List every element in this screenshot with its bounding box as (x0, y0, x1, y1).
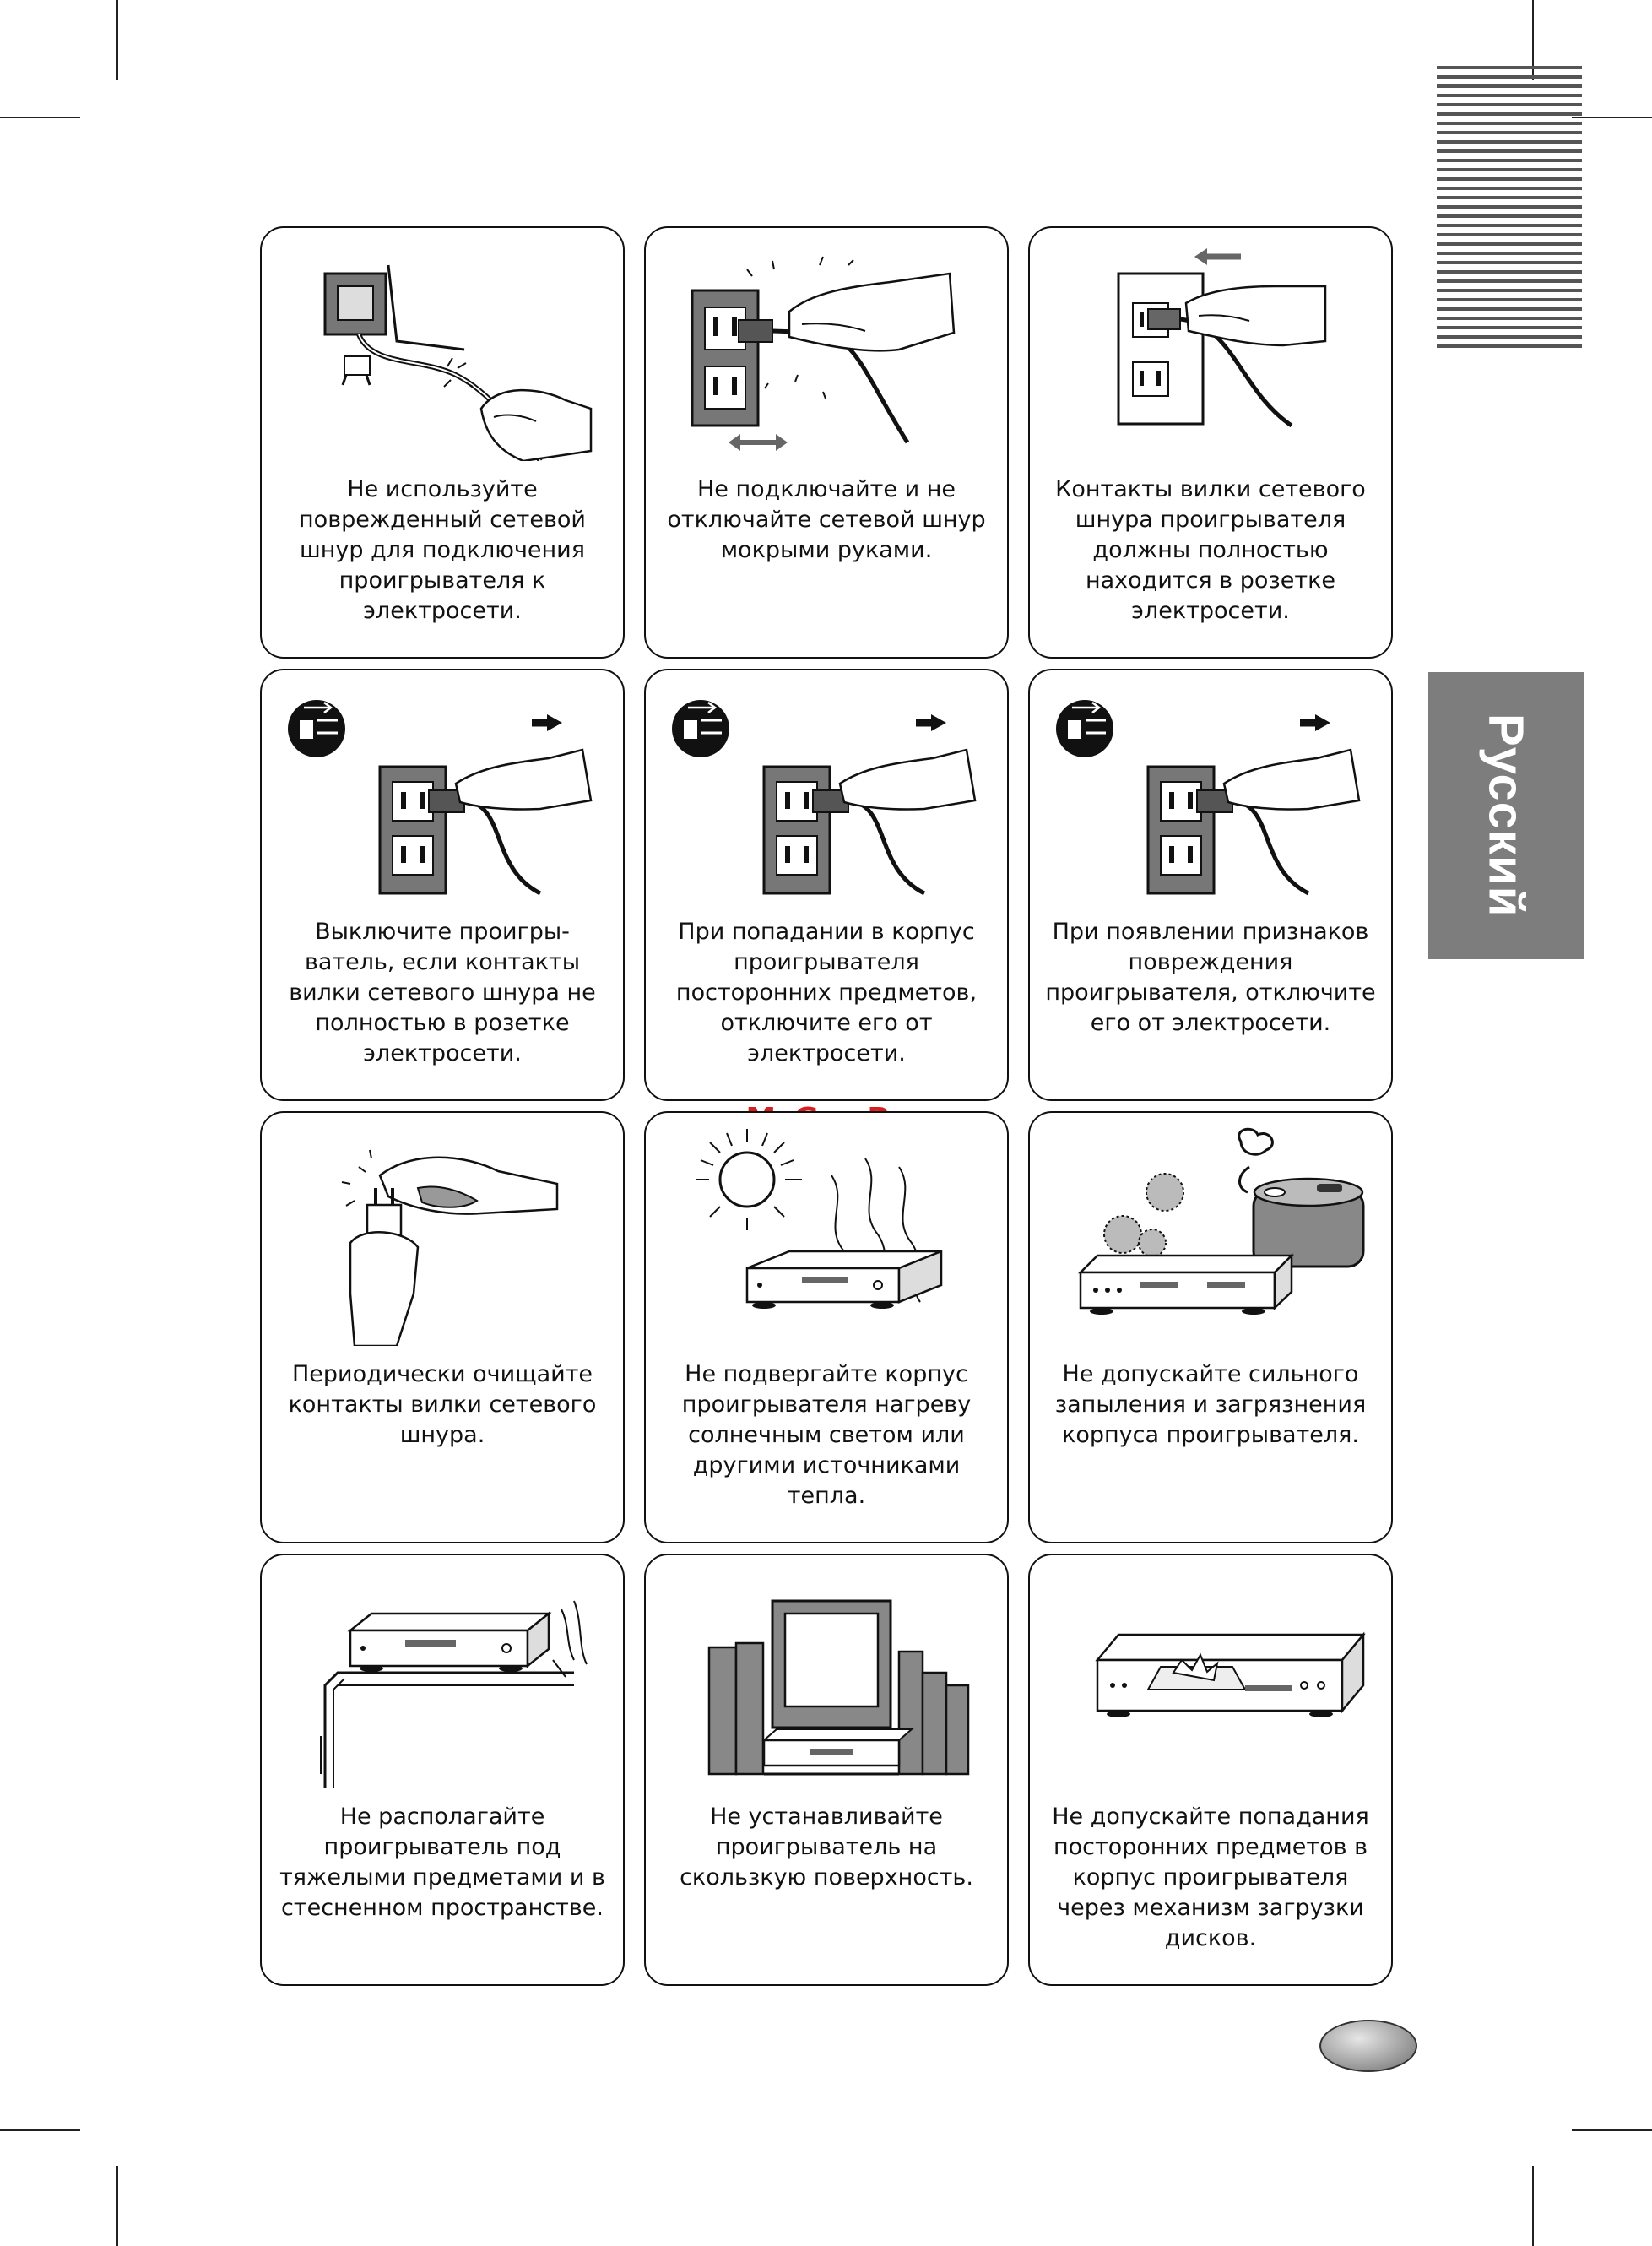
stripe-line (1437, 140, 1582, 144)
stripe-line (1437, 131, 1582, 134)
safety-card (260, 1111, 625, 1543)
cramped-space-illustration (270, 1567, 615, 1788)
safety-card (1028, 669, 1393, 1101)
stripe-line (1437, 196, 1582, 199)
card-caption: Не устанавливайте проигрыватель на скользкую поверхность. (680, 1804, 973, 1891)
card-caption: Не подвергайте корпус проигрывателя нагреву солнечным светом или другими источниками тепла. (681, 1361, 972, 1509)
safety-card (1028, 226, 1393, 659)
safety-card (644, 1554, 1009, 1986)
stripe-line (1437, 84, 1582, 88)
stripe-line (1437, 103, 1582, 106)
unplug-illustration (270, 682, 615, 903)
disc-tray-illustration (1038, 1567, 1383, 1788)
stripe-line (1437, 205, 1582, 209)
stripe-line (1437, 344, 1582, 348)
crop-mark (0, 117, 80, 118)
stripe-line (1437, 159, 1582, 162)
damaged-cord-illustration (270, 240, 615, 461)
stripe-line (1437, 177, 1582, 181)
stripe-line (1437, 187, 1582, 190)
stripe-line (1437, 289, 1582, 292)
card-caption: Выключите проигры- ватель, если контакты вилки сетевого шнура не полностью в розетке электросети. (289, 919, 596, 1066)
safety-card (260, 1554, 625, 1986)
stripe-line (1437, 122, 1582, 125)
stripe-line (1437, 279, 1582, 283)
crop-mark (1572, 2129, 1652, 2131)
decorative-stripes (1437, 66, 1582, 357)
card-caption: Не допускайте сильного запыления и загрязнения корпуса проигрывателя. (1054, 1361, 1367, 1448)
dust-illustration (1038, 1125, 1383, 1346)
language-tab-label: Русский (1478, 713, 1534, 918)
crop-mark (1572, 117, 1652, 118)
language-tab (1428, 672, 1584, 959)
stripe-line (1437, 224, 1582, 227)
sun-heat-illustration (654, 1125, 999, 1346)
card-caption: Не используйте поврежденный сетевой шнур для подключения проигрывателя к электросети. (299, 476, 586, 624)
plug-insert-illustration (1038, 240, 1383, 461)
page-number-badge (1319, 2020, 1417, 2072)
safety-card (644, 226, 1009, 659)
stripe-line (1437, 335, 1582, 339)
stripe-line (1437, 75, 1582, 79)
card-caption: При попадании в корпус проигрывателя посторонних предметов, отключите его от электросети. (675, 919, 978, 1066)
stripe-line (1437, 326, 1582, 329)
card-caption: Периодически очищайте контакты вилки сетевого шнура. (288, 1361, 597, 1448)
safety-card (644, 1111, 1009, 1543)
crop-mark (0, 2129, 80, 2131)
crop-mark (1532, 2166, 1534, 2246)
crop-mark (116, 0, 118, 80)
stripe-line (1437, 307, 1582, 311)
stripe-line (1437, 261, 1582, 264)
stripe-line (1437, 149, 1582, 153)
stripe-line (1437, 112, 1582, 116)
stripe-line (1437, 242, 1582, 246)
card-caption: Не допускайте попадания посторонних предметов в корпус проигрывателя через механизм загрузки дисков. (1052, 1804, 1369, 1951)
stripe-line (1437, 66, 1582, 69)
stripe-line (1437, 317, 1582, 320)
stripe-line (1437, 233, 1582, 236)
wet-hands-illustration (654, 240, 999, 461)
crop-mark (116, 2166, 118, 2246)
safety-card (1028, 1111, 1393, 1543)
stripe-line (1437, 168, 1582, 171)
card-caption: Контакты вилки сетевого шнура проигрывателя должны полностью находится в розетке электросети. (1055, 476, 1366, 624)
stripe-line (1437, 270, 1582, 274)
card-caption: Не подключайте и не отключайте сетевой шнур мокрыми руками. (667, 476, 986, 563)
safety-cards-grid (260, 226, 1393, 1986)
tv-speakers-illustration (654, 1567, 999, 1788)
stripe-line (1437, 298, 1582, 301)
unplug-illustration (654, 682, 999, 903)
stripe-line (1437, 252, 1582, 255)
stripe-line (1437, 94, 1582, 97)
clean-plug-illustration (270, 1125, 615, 1346)
safety-card (260, 669, 625, 1101)
card-caption: При появлении признаков повреждения проигрывателя, отключите его от электросети. (1045, 919, 1376, 1036)
safety-card (1028, 1554, 1393, 1986)
safety-card (260, 226, 625, 659)
card-caption: Не располагайте проигрыватель под тяжелыми предметами и в стесненном пространстве. (279, 1804, 605, 1921)
unplug-illustration (1038, 682, 1383, 903)
stripe-line (1437, 214, 1582, 218)
safety-card (644, 669, 1009, 1101)
